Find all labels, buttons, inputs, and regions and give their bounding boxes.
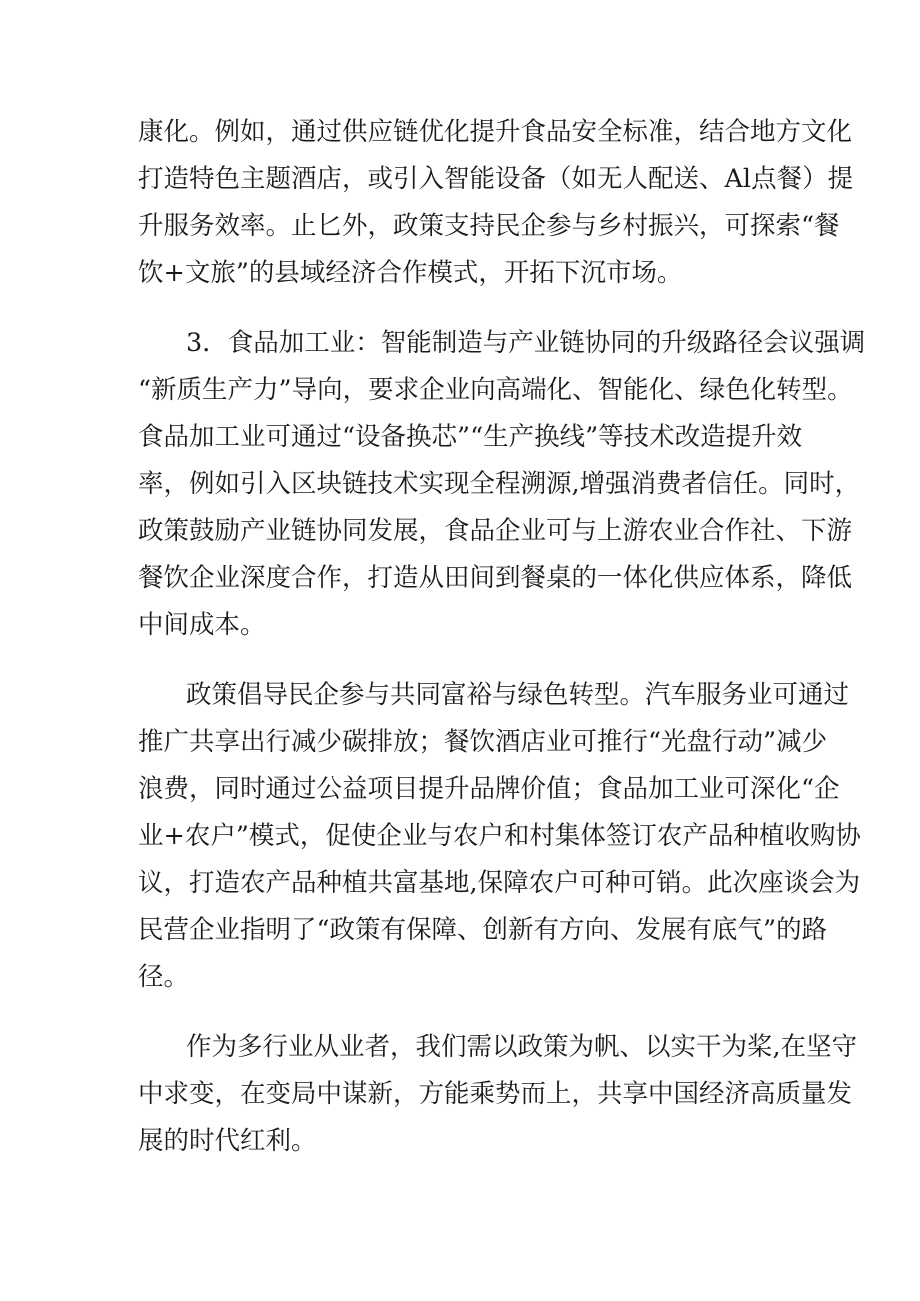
p3-line-4: 业+农户”模式，促使企业与农户和村集体签订农产品种植收购协 xyxy=(138,821,861,851)
p2-line-5: 政策鼓励产业链协同发展，食品企业可与上游农业合作社、下游 xyxy=(138,516,853,546)
p2-line-3: 食品加工业可通过“设备换芯”“生产换线”等技术改造提升效 xyxy=(138,422,803,452)
p3-line-5: 议，打造农产品种植共富基地,保障农户可种可销。此次座谈会为 xyxy=(138,868,861,898)
p3-line-7: 径。 xyxy=(138,962,190,992)
p2-line-4: 率，例如引入区块链技术实现全程溯源,增强消费者信任。同时， xyxy=(138,469,861,499)
p3-line-6: 民营企业指明了“政策有保障、创新有方向、发展有底气”的路 xyxy=(138,915,828,945)
p1-line-2: 打造特色主题酒店，或引入智能设备（如无人配送、Al点餐）提 xyxy=(138,164,854,194)
p2-line-7: 中间成本。 xyxy=(138,610,266,640)
p1-line-1: 康化。例如，通过供应链优化提升食品安全标准，结合地方文化 xyxy=(138,117,853,147)
p4-line-1: 作为多行业从业者，我们需以政策为帆、以实干为桨,在坚守 xyxy=(186,1032,858,1062)
p2-line-2: “新质生产力”导向，要求企业向高端化、智能化、绿色化转型。 xyxy=(138,375,853,405)
p3-line-2: 推广共享出行减少碳排放；餐饮酒店业可推行“光盘行动”减少 xyxy=(138,727,828,757)
p3-line-1: 政策倡导民企参与共同富裕与绿色转型。汽车服务业可通过 xyxy=(186,680,850,710)
p3-line-3: 浪费，同时通过公益项目提升品牌价值；食品加工业可深化“企 xyxy=(138,774,840,804)
p1-line-3: 升服务效率。止匕外，政策支持民企参与乡村振兴，可探索“餐 xyxy=(138,211,840,241)
p2-line-6: 餐饮企业深度合作，打造从田间到餐桌的一体化供应体系，降低 xyxy=(138,563,853,593)
p4-line-2: 中求变，在变局中谋新，方能乘势而上，共享中国经济高质量发 xyxy=(138,1079,853,1109)
p4-line-3: 展的时代红利。 xyxy=(138,1126,317,1156)
p2-line-1: 3．食品加工业：智能制造与产业链协同的升级路径会议强调 xyxy=(186,328,866,358)
p1-line-4: 饮+文旅”的县域经济合作模式，开拓下沉市场。 xyxy=(138,258,683,288)
